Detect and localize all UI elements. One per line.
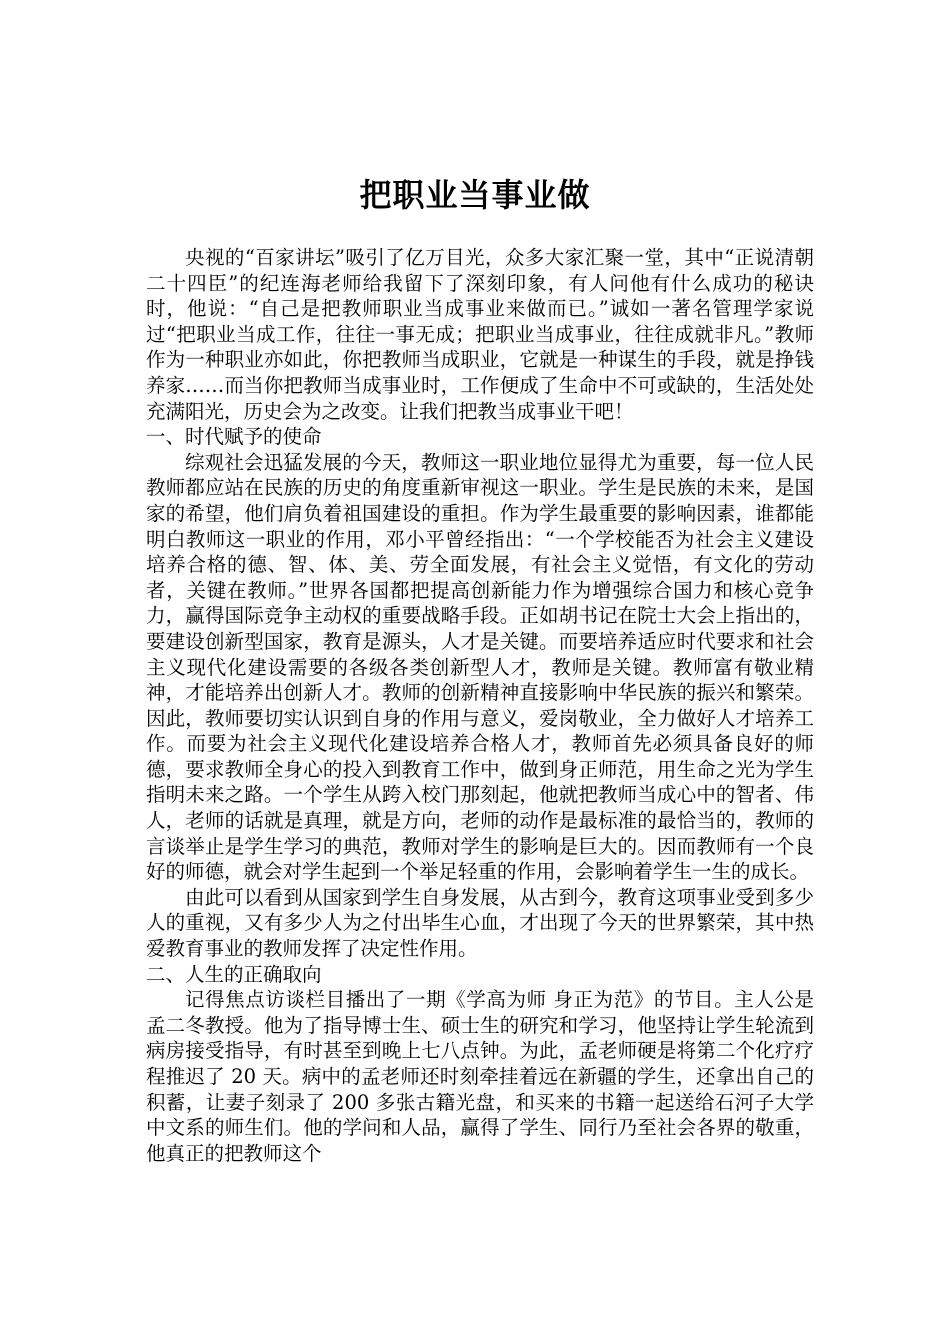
paragraph-intro: 央视的“百家讲坛”吸引了亿万目光，众多大家汇聚一堂，其中“正说清朝二十四臣”的纪连海老师给我留下了深刻印象，有人问他有什么成功的秘诀时，他说：“自己是把教师职业当成事业来做而已。”诚如一著名管理学家说过“把职业当成工作，往往一事无成；把职业当成事业，往往成就非凡。”教师作为一种职业亦如此，你把教师当成职业，它就是一种谋生的手段，就是挣钱养家……而当你把教师当成事业时，工作便成了生命中不可或缺的，生活处处充满阳光，历史会为之改变。让我们把教当成事业干吧！: [146, 246, 814, 423]
paragraph-section-1: 综观社会迅猛发展的今天，教师这一职业地位显得尤为重要，每一位人民教师都应站在民族的历史的角度重新审视这一职业。学生是民族的未来，是国家的希望，他们肩负着祖国建设的重担。作为学生最重要的影响因素，谁都能明白教师这一职业的作用，邓小平曾经指出：“一个学校能否为社会主义建设培养合格的德、智、体、美、劳全面发展，有社会主义觉悟，有文化的劳动者，关键在教师。”世界各国都把提高创新能力作为增强综合国力和核心竞争力，赢得国际竞争主动权的重要战略手段。正如胡书记在院士大会上指出的，要建设创新型国家，教育是源头，人才是关键。而要培养适应时代要求和社会主义现代化建设需要的各级各类创新型人才，教师是关键。教师富有敬业精神，才能培养出创新人才。教师的创新精神直接影响中华民族的振兴和繁荣。因此，教师要切实认识到自身的作用与意义，爱岗敬业，全力做好人才培养工作。而要为社会主义现代化建设培养合格人才，教师首先必须具备良好的师德，要求教师全身心的投入到教育工作中，做到身正师范，用生命之光为学生指明未来之路。一个学生从跨入校门那刻起，他就把教师当成心中的智者、伟人，老师的话就是真理，就是方向，老师的动作是最标准的最恰当的，教师的言谈举止是学生学习的典范，教师对学生的影响是巨大的。因而教师有一个良好的师德，就会对学生起到一个举足轻重的作用，会影响着学生一生的成长。: [146, 450, 814, 884]
section-heading-1: 一、时代赋予的使命: [146, 425, 322, 449]
paragraph-section-2: 记得焦点访谈栏目播出了一期《学高为师 身正为范》的节目。主人公是孟二冬教授。他为了指导博士生、硕士生的研究和学习，他坚持让学生轮流到病房接受指导，有时甚至到晚上七八点钟。为此，孟老师硬是将第二个化疗疗程推迟了 20 天。病中的孟老师还时刻牵挂着远在新疆的学生，还拿出自己的积蓄，让妻子刻录了 200 多张古籍光盘，和买来的书籍一起送给石河子大学中文系的师生们。他的学问和人品，赢得了学生、同行乃至社会各界的敬重，他真正的把教师这个: [146, 988, 814, 1165]
document-title: 把职业当事业做: [359, 176, 591, 215]
section-heading-2: 二、人生的正确取向: [146, 962, 322, 986]
paragraph-section-1-conclusion: 由此可以看到从国家到学生自身发展，从古到今，教育这项事业受到多少人的重视，又有多少人为之付出毕生心血，才出现了今天的世界繁荣，其中热爱教育事业的教师发挥了决定性作用。: [146, 885, 814, 961]
document-body: [146, 245, 814, 1166]
